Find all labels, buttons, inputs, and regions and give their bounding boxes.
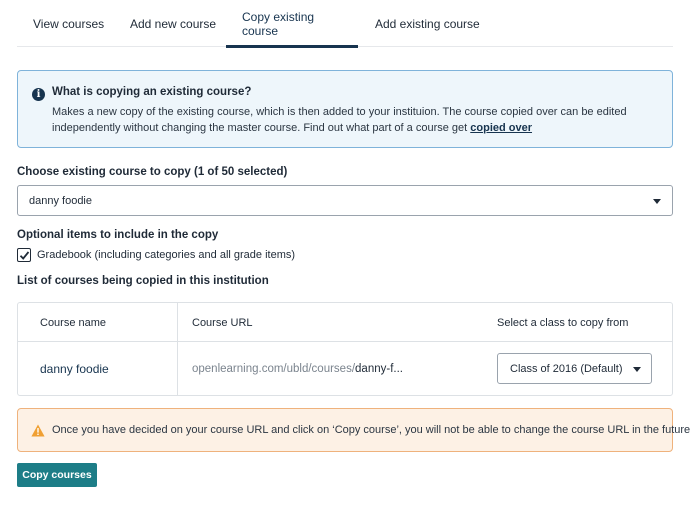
courses-table	[17, 302, 673, 396]
header-select-class: Select a class to copy from	[497, 317, 629, 329]
courses-list-label: List of courses being copied in this institution	[17, 275, 269, 287]
class-select-value: Class of 2016 (Default)	[510, 362, 623, 375]
info-body	[52, 104, 652, 136]
chevron-down-icon	[633, 367, 641, 372]
chevron-down-icon	[653, 199, 661, 204]
course-select[interactable]	[17, 185, 673, 216]
column-divider	[177, 303, 178, 395]
info-body-text: Makes a new copy of the existing course, which is then added to your instituion. The course copied over can be edited independently without changing the master course. Find out what part of a course get	[52, 106, 627, 134]
choose-course-label: Choose existing course to copy (1 of 50 selected)	[17, 166, 288, 178]
info-icon: i	[32, 88, 45, 101]
course-select-value: danny foodie	[29, 194, 92, 207]
warning-icon	[31, 424, 45, 437]
copy-courses-button[interactable]: Copy courses	[17, 463, 97, 487]
header-divider	[18, 341, 672, 342]
copied-over-link[interactable]: copied over	[470, 122, 533, 134]
tab-add-existing-course[interactable]: Add existing course	[375, 16, 480, 31]
info-box	[17, 70, 673, 148]
header-course-url: Course URL	[192, 317, 253, 329]
checkmark-icon	[19, 250, 30, 261]
header-course-name: Course name	[40, 317, 107, 329]
optional-items-label: Optional items to include in the copy	[17, 229, 219, 241]
course-url-slug: danny-f...	[355, 363, 403, 375]
tab-add-new-course[interactable]: Add new course	[130, 16, 217, 31]
tab-view-courses[interactable]: View courses	[33, 16, 105, 31]
gradebook-label: Gradebook (including categories and all grade items)	[37, 249, 296, 261]
info-title: What is copying an existing course?	[52, 86, 252, 98]
course-url-cell[interactable]	[192, 363, 403, 375]
course-url-prefix: openlearning.com/ubld/courses/	[192, 363, 356, 375]
class-select[interactable]	[497, 353, 652, 384]
warning-text: Once you have decided on your course URL and click on ‘Copy course’, you will not be able to change the course URL in the future	[52, 424, 690, 436]
course-name-cell: danny foodie	[40, 362, 109, 376]
tab-copy-existing-course[interactable]: Copy existing course	[226, 0, 358, 47]
gradebook-checkbox[interactable]	[17, 248, 31, 262]
warning-box	[17, 408, 690, 452]
tab-bar	[17, 0, 673, 47]
